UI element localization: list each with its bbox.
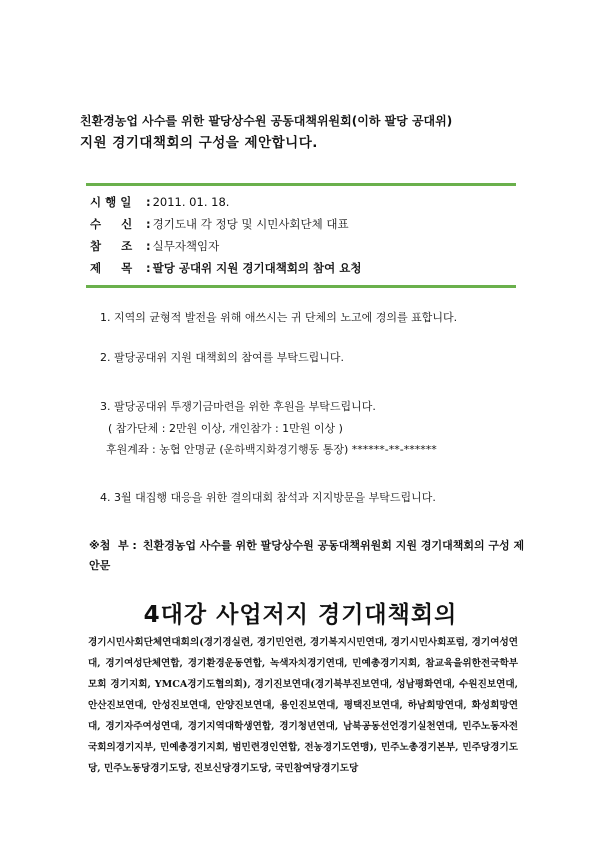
meta-value: 2011. 01. 18. (152, 195, 230, 209)
item-3: 3. 팔당공대위 투쟁기금마련을 위한 후원을 부탁드립니다. (100, 400, 376, 413)
item-2: 2. 팔당공대위 지원 대책회의 참여를 부탁드립니다. (100, 351, 344, 364)
subject-heading (80, 110, 520, 154)
attachment-text: 친환경농업 사수를 위한 팔당상수원 공동대책위원회 지원 경기대책회의 구성 제안문 (89, 539, 525, 572)
meta-label: 수 신 (90, 217, 133, 231)
bottom-divider (86, 285, 516, 288)
meta-value: 팔당 공대위 지원 경기대책회의 참여 요청 (152, 261, 362, 275)
subject-line-2: 지원 경기대책회의 구성을 제안합니다. (80, 135, 318, 151)
attachment-label: ※첨 부 : (89, 539, 137, 552)
council-title: 4대강 사업저지 경기대책회의 (143, 602, 458, 628)
subject-line-1: 친환경농업 사수를 위한 팔당상수원 공동대책위원회(이하 팔당 공대위) (80, 114, 453, 128)
meta-row-recipient: 수 신 : 경기도내 각 정당 및 시민사회단체 대표 (90, 213, 520, 235)
meta-label: 시 행 일 (90, 195, 132, 209)
member-organizations: 경기시민사회단체연대회의(경기경실련, 경기민언련, 경기복지시민연대, 경기시민사회포럼, 경기여성연대, 경기여성단체연합, 경기환경운동연합, 녹색자치경기연대, 민예총경기지회, 참교육을위한전국학부모회 경기지회, YMCA경기도협의회), 경기진보연대(경기북부진보연대, 성남평화연대, 수원진보연대, 안산진보연대, 안성진보연대, 안양진보연대, 용인진보연대, 평택진보연대, 하남희망연대, 화성희망연대, 경기자주여성연대, 경기지역대학생연합, 경기청년연대, 남북공동선언경기실천연대, 민주노동자전국회의경기지부, 민예총경기지회, 범민련경인연합, 전농경기도연맹), 민주노총경기본부, 민주당경기도당, 민주노동당경기도당, 진보신당경기도당, 국민참여당경기도당 (88, 637, 518, 774)
meta-label: 참 조 (90, 239, 133, 253)
document-meta (90, 191, 520, 279)
meta-value: 경기도내 각 정당 및 시민사회단체 대표 (152, 217, 349, 231)
item-3-account: 후원계좌 : 농협 안명균 (운하백지화경기행동 통장) ******-**-****** (106, 443, 437, 456)
item-4: 4. 3월 대집행 대응을 위한 결의대회 참석과 지지방문을 부탁드립니다. (100, 491, 436, 504)
top-divider (86, 183, 516, 186)
meta-row-reference: 참 조 : 실무자책임자 (90, 235, 520, 257)
meta-row-title: 제 목 : 팔당 공대위 지원 경기대책회의 참여 요청 (90, 257, 520, 279)
meta-row-date: 시 행 일 : 2011. 01. 18. (90, 191, 520, 213)
item-3-fee: ( 참가단체 : 2만원 이상, 개인참가 : 1만원 이상 ) (108, 422, 343, 435)
item-1: 1. 지역의 균형적 발전을 위해 애쓰시는 귀 단체의 노고에 경의를 표합니다. (100, 311, 458, 324)
attachment-note (89, 536, 529, 576)
meta-label: 제 목 (90, 261, 133, 275)
meta-value: 실무자책임자 (152, 239, 220, 253)
